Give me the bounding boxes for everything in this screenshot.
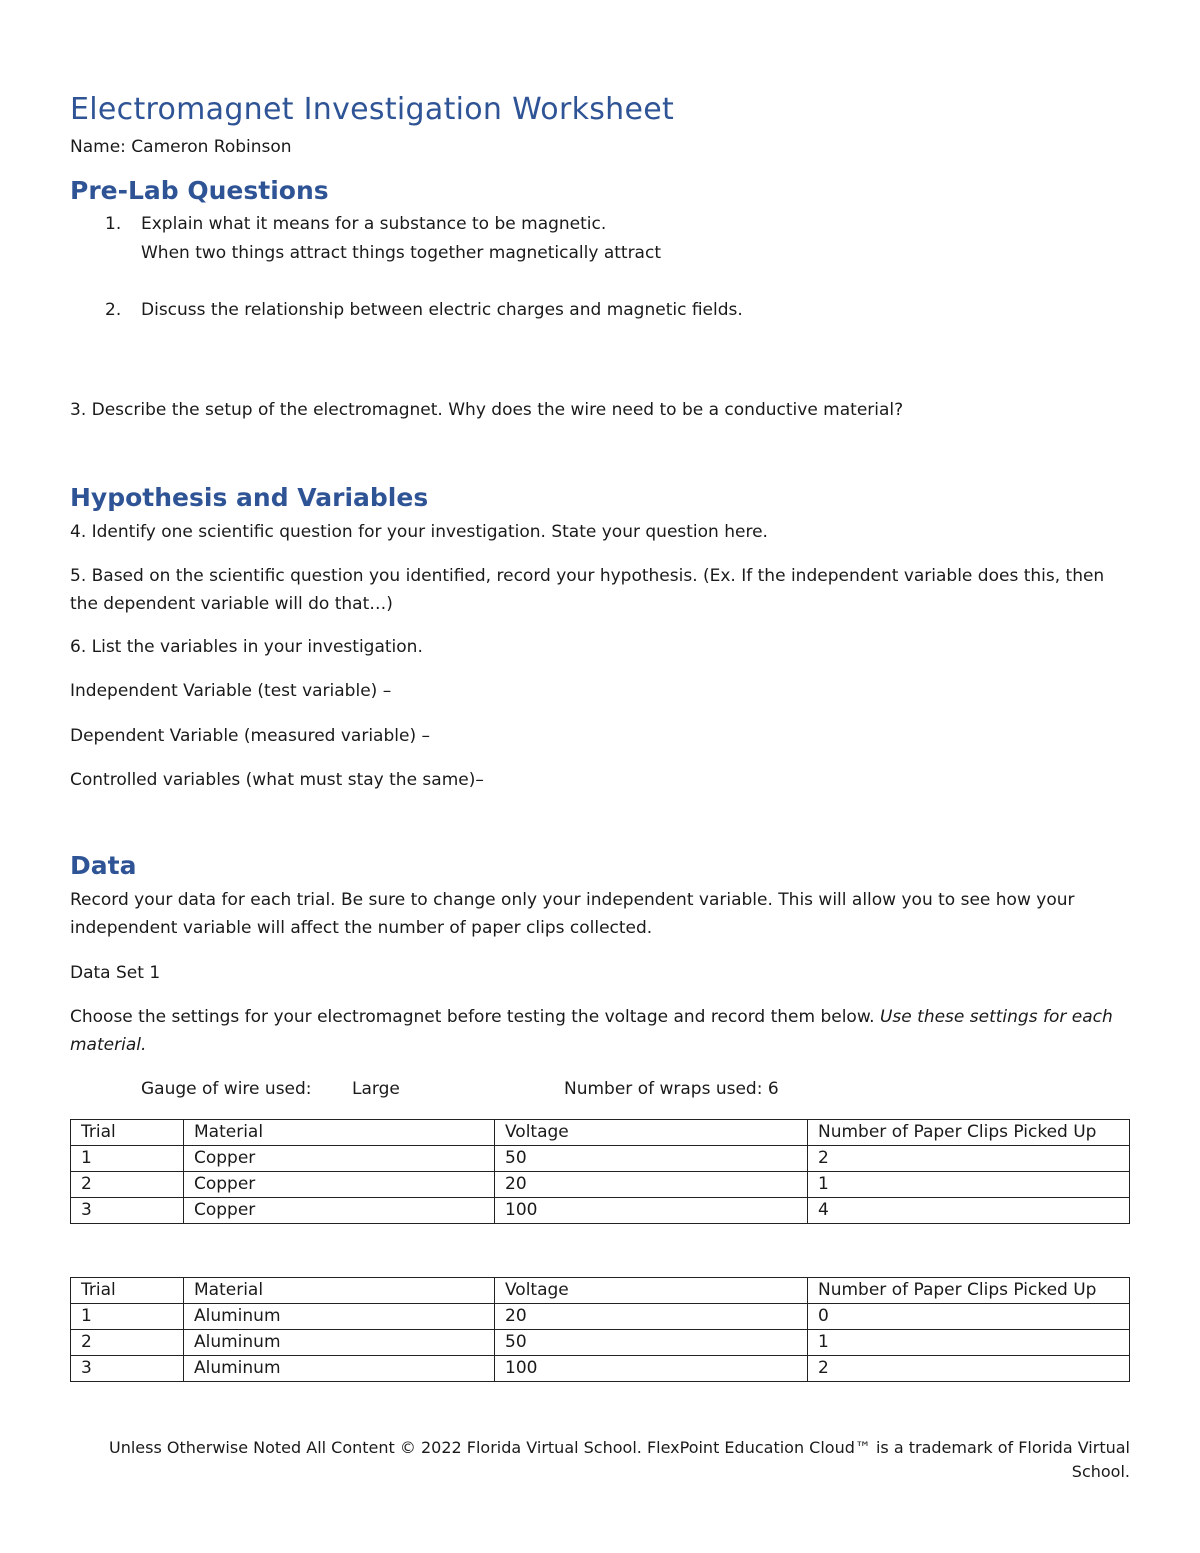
wraps-value: Number of wraps used: 6 xyxy=(564,1079,779,1099)
table-row xyxy=(71,1330,1130,1356)
table-cell: 20 xyxy=(495,1172,808,1198)
q4-text: 4. Identify one scientific question for your investigation. State your question here. xyxy=(70,522,768,542)
table-cell: 3 xyxy=(71,1198,184,1224)
q2-text: Discuss the relationship between electric charges and magnetic fields. xyxy=(141,300,743,320)
data-heading: Data xyxy=(70,851,137,880)
table-cell: 2 xyxy=(71,1172,184,1198)
header-cell: Number of Paper Clips Picked Up xyxy=(808,1278,1130,1304)
q1-text: Explain what it means for a substance to be magnetic. xyxy=(141,214,607,234)
table-cell: Aluminum xyxy=(184,1330,495,1356)
page-title: Electromagnet Investigation Worksheet xyxy=(70,92,675,127)
table-cell: 100 xyxy=(495,1198,808,1224)
prelab-heading: Pre-Lab Questions xyxy=(70,176,329,205)
table-cell: 100 xyxy=(495,1356,808,1382)
hypothesis-heading: Hypothesis and Variables xyxy=(70,483,429,512)
table-cell: 4 xyxy=(808,1198,1130,1224)
gauge-value: Large xyxy=(352,1079,400,1099)
data-table-copper xyxy=(70,1119,1130,1224)
table-cell: Copper xyxy=(184,1198,495,1224)
table-cell: 0 xyxy=(808,1304,1130,1330)
table-cell: 1 xyxy=(808,1172,1130,1198)
table-row xyxy=(71,1198,1130,1224)
table-cell: Aluminum xyxy=(184,1304,495,1330)
header-cell: Voltage xyxy=(495,1120,808,1146)
student-name: Name: Cameron Robinson xyxy=(70,137,292,157)
table-row xyxy=(71,1356,1130,1382)
table-cell: 2 xyxy=(71,1330,184,1356)
table-header-row xyxy=(71,1278,1130,1304)
q1-number: 1. xyxy=(105,214,122,234)
q5-text: 5. Based on the scientific question you identified, record your hypothesis. (Ex. If the independent variable does this, then the dependent variable will do that…) xyxy=(70,566,1105,614)
table-cell: 20 xyxy=(495,1304,808,1330)
header-cell: Material xyxy=(184,1120,495,1146)
table-cell: Copper xyxy=(184,1146,495,1172)
table-header-row xyxy=(71,1120,1130,1146)
gauge-label: Gauge of wire used: xyxy=(141,1079,312,1099)
table-row xyxy=(71,1146,1130,1172)
q2-number: 2. xyxy=(105,300,122,320)
q6-text: 6. List the variables in your investigation. xyxy=(70,637,423,657)
copyright-footer: Unless Otherwise Noted All Content © 2022 Florida Virtual School. FlexPoint Education Cloud™ is a trademark of Florida Virtual School. xyxy=(109,1438,1130,1481)
data-intro: Record your data for each trial. Be sure to change only your independent variable. This will allow you to see how your independent variable will affect the number of paper clips collected. xyxy=(70,890,1075,938)
independent-variable: Independent Variable (test variable) – xyxy=(70,681,392,701)
table-cell: 3 xyxy=(71,1356,184,1382)
table-cell: Aluminum xyxy=(184,1356,495,1382)
data-table-aluminum xyxy=(70,1277,1130,1382)
table-cell: 2 xyxy=(808,1356,1130,1382)
table-cell: 1 xyxy=(71,1146,184,1172)
table-row xyxy=(71,1304,1130,1330)
settings-instructions xyxy=(70,1003,1135,1059)
data-set-label: Data Set 1 xyxy=(70,963,161,983)
header-cell: Voltage xyxy=(495,1278,808,1304)
dependent-variable: Dependent Variable (measured variable) – xyxy=(70,726,430,746)
header-cell: Trial xyxy=(71,1120,184,1146)
header-cell: Material xyxy=(184,1278,495,1304)
header-cell: Number of Paper Clips Picked Up xyxy=(808,1120,1130,1146)
table-cell: 1 xyxy=(808,1330,1130,1356)
table-cell: 50 xyxy=(495,1146,808,1172)
table-cell: 2 xyxy=(808,1146,1130,1172)
table-cell: Copper xyxy=(184,1172,495,1198)
q3-text: 3. Describe the setup of the electromagnet. Why does the wire need to be a conductive material? xyxy=(70,400,904,420)
controlled-variables: Controlled variables (what must stay the same)– xyxy=(70,770,484,790)
table-row xyxy=(71,1172,1130,1198)
table-cell: 50 xyxy=(495,1330,808,1356)
q1-answer: When two things attract things together magnetically attract xyxy=(141,243,661,263)
settings-text: Choose the settings for your electromagnet before testing the voltage and record them below. xyxy=(70,1007,880,1027)
header-cell: Trial xyxy=(71,1278,184,1304)
settings-italic: Use these settings for each material. xyxy=(70,1007,1113,1055)
table-cell: 1 xyxy=(71,1304,184,1330)
